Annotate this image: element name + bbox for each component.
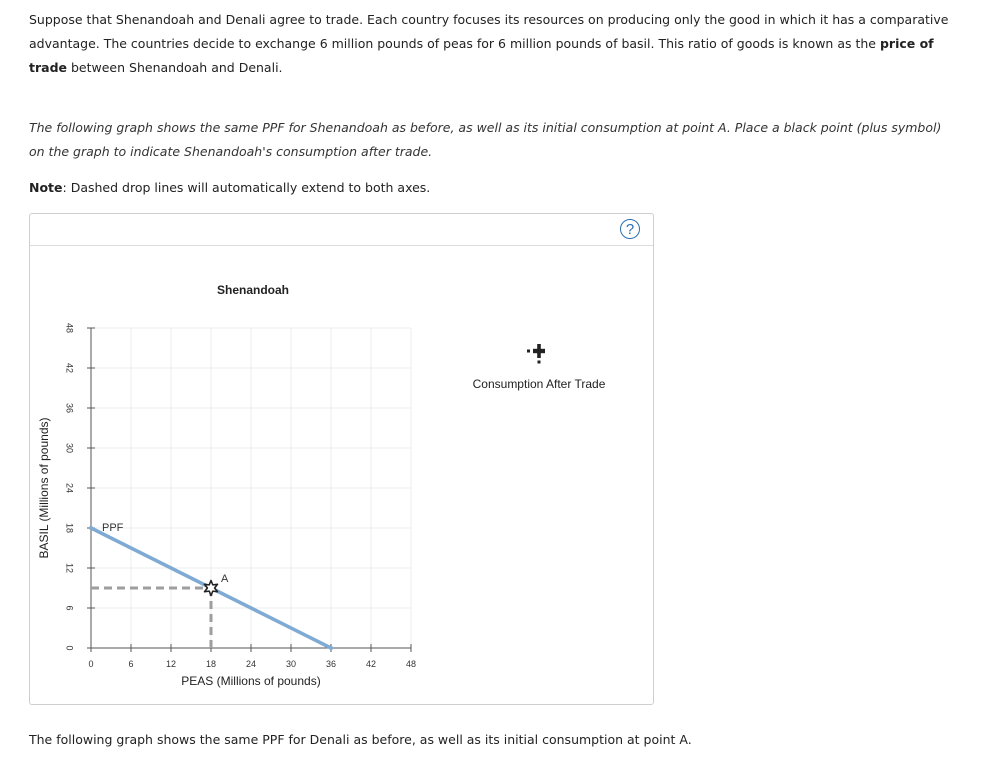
note-paragraph xyxy=(29,176,959,200)
axes xyxy=(65,323,416,669)
y-tick-label-24: 24 xyxy=(64,482,75,494)
consumption-after-trade-label: Consumption After Trade xyxy=(472,377,606,391)
y-tick-label-6: 6 xyxy=(64,605,75,611)
intro-text-1: Suppose that Shenandoah and Denali agree to trade. Each country focuses its resources on producing only the good in which it has a comparative advantage. The countries decide to exchange 6 million pounds of peas for 6 million pounds of basil. This ratio of goods is known as the xyxy=(29,12,949,51)
footer-paragraph: The following graph shows the same PPF for Denali as before, as well as its initial consumption at point A. xyxy=(29,732,692,747)
x-tick-label-6: 6 xyxy=(128,659,134,669)
points xyxy=(91,573,229,648)
x-tick-label-24: 24 xyxy=(245,659,257,669)
graph-panel xyxy=(29,213,654,705)
x-tick-label-42: 42 xyxy=(365,659,377,669)
note-text: : Dashed drop lines will automatically extend to both axes. xyxy=(62,180,431,195)
intro-text-2: between Shenandoah and Denali. xyxy=(67,60,283,75)
intro-bold-term: price of trade xyxy=(29,36,934,75)
instruction-paragraph: The following graph shows the same PPF for Shenandoah as before, as well as its initial consumption at point A. Place a black point (plus symbol) on the graph to indicate Shenandoah's consumption after trade. xyxy=(29,120,942,159)
x-tick-label-48: 48 xyxy=(405,659,417,669)
y-tick-label-12: 12 xyxy=(64,562,75,574)
y-tick-label-18: 18 xyxy=(64,522,75,534)
x-axis-label: PEAS (Millions of pounds) xyxy=(181,674,321,688)
y-tick-label-42: 42 xyxy=(64,362,75,374)
intro-paragraph xyxy=(29,8,959,80)
point-a-marker[interactable] xyxy=(205,581,218,596)
help-button[interactable]: ? xyxy=(620,219,640,239)
x-tick-label-30: 30 xyxy=(285,659,297,669)
chart-title: Shenandoah xyxy=(216,283,290,297)
consumption-after-trade-tool[interactable] xyxy=(473,344,606,391)
ppf-endpoint-end xyxy=(329,646,333,650)
x-tick-label-0: 0 xyxy=(88,659,94,669)
ppf-chart[interactable] xyxy=(30,214,653,704)
y-tick-label-30: 30 xyxy=(64,442,75,454)
x-tick-label-18: 18 xyxy=(205,659,217,669)
x-tick-label-36: 36 xyxy=(325,659,337,669)
plus-symbol-icon[interactable] xyxy=(527,344,545,364)
x-tick-label-12: 12 xyxy=(165,659,177,669)
ppf-label: PPF xyxy=(102,522,124,534)
y-tick-label-36: 36 xyxy=(64,402,75,414)
y-tick-label-0: 0 xyxy=(64,645,75,651)
grid xyxy=(91,328,411,648)
y-axis-label: BASIL (Millions of pounds) xyxy=(37,417,51,559)
point-a-label: A xyxy=(221,573,229,585)
y-tick-label-48: 48 xyxy=(64,322,75,334)
ppf-endpoint-start xyxy=(89,526,93,530)
note-label: Note xyxy=(29,180,63,195)
